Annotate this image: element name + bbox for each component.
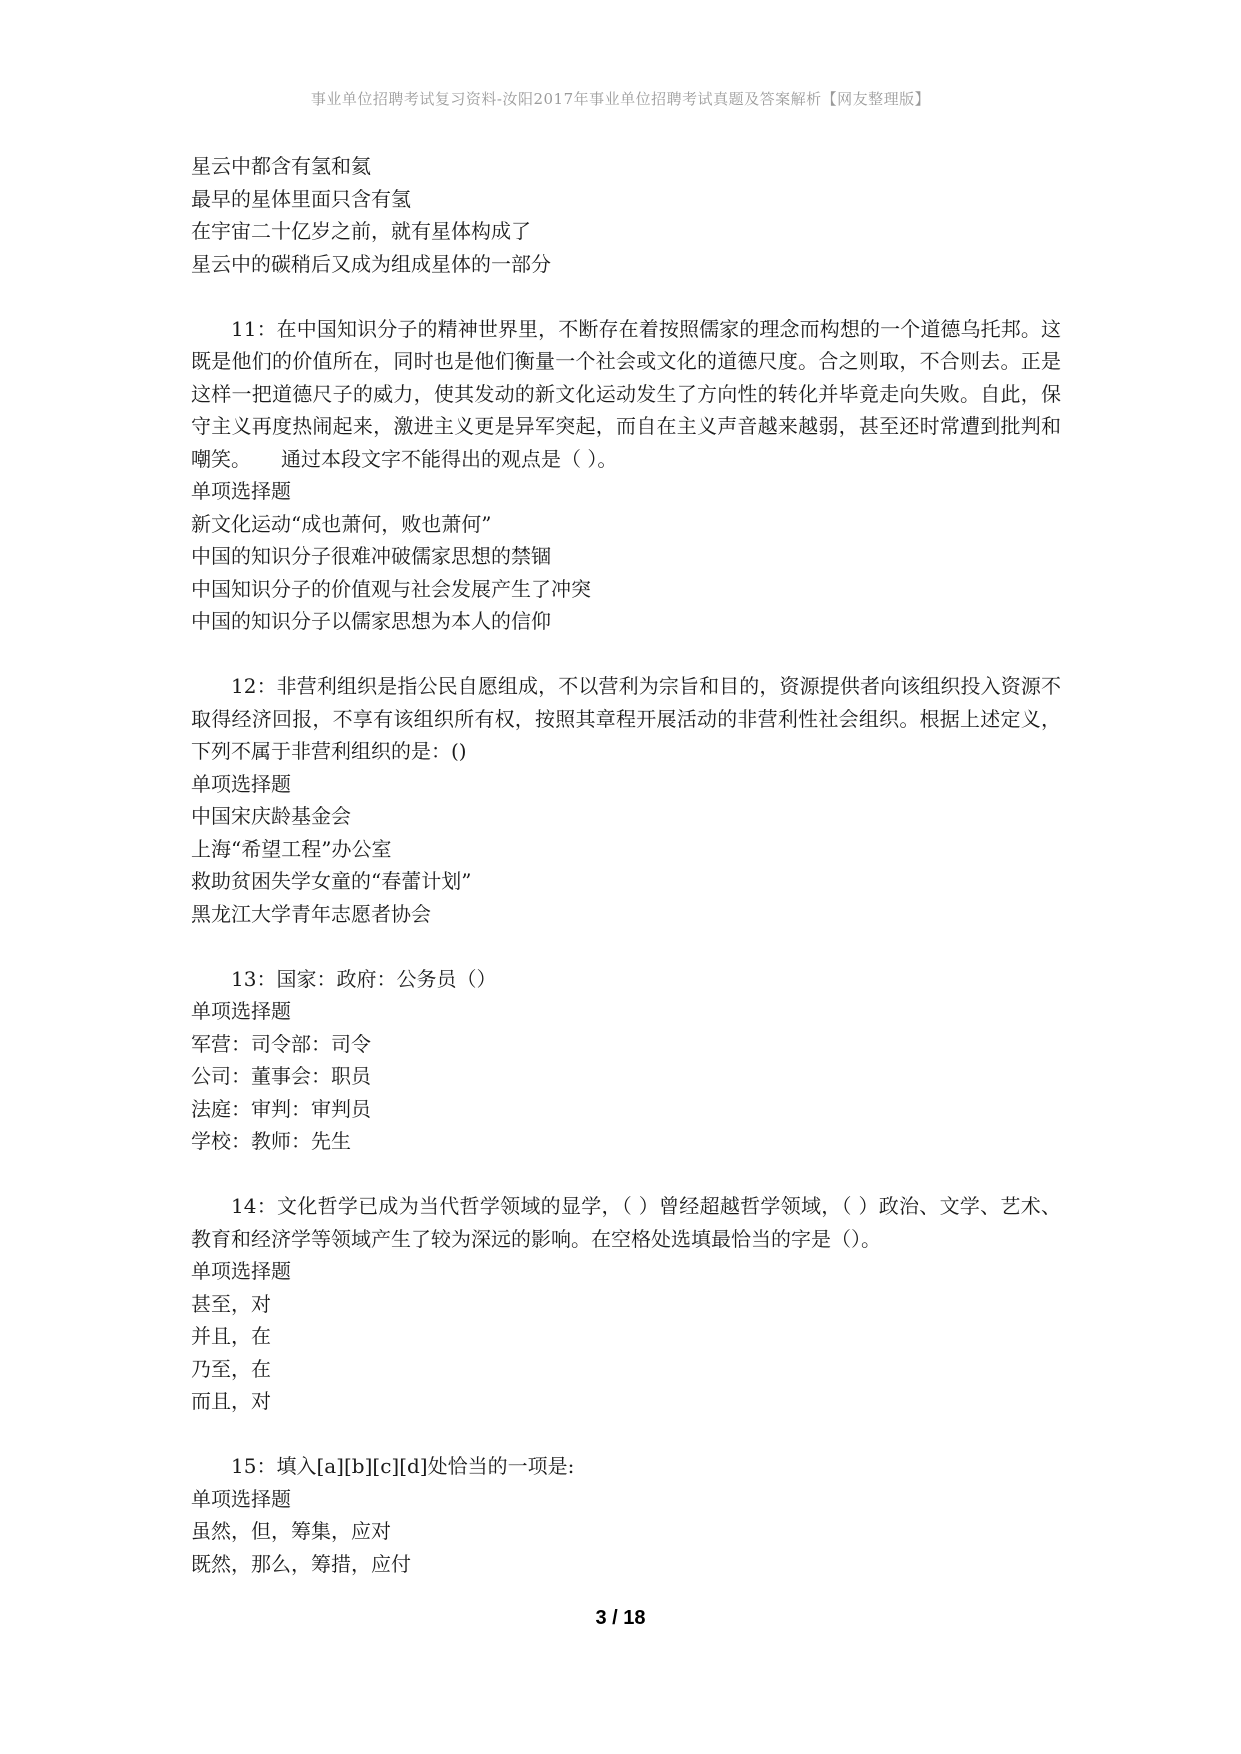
question-type: 单项选择题 (191, 1486, 291, 1511)
option: 新文化运动“成也萧何，败也萧何” (191, 511, 492, 536)
question-12 (191, 670, 1061, 930)
option: 既然，那么，筹措，应付 (191, 1551, 411, 1576)
page-header: 事业单位招聘考试复习资料-汝阳2017年事业单位招聘考试真题及答案解析【网友整理版】 (310, 90, 931, 108)
question-text: 15：填入[a][b][c][d]处恰当的一项是: (231, 1454, 575, 1478)
option: 星云中都含有氢和氦 (191, 154, 371, 178)
question-text: 11：在中国知识分子的精神世界里，不断存在着按照儒家的理念而构想的一个道德乌托邦。这既是他们的价值所在，同时也是他们衡量一个社会或文化的道德尺度。合之则取，不合则去。正是这样一把道德尺子的威力，使其发动的新文化运动发生了方向性的转化并毕竟走向失败。自此，保守主义再度热闹起来，激进主义更是异军突起，而自在主义声音越来越弱，甚至还时常遭到批判和嘲笑。 通过本段文字不能得出的观点是（ ）。 (191, 316, 1061, 471)
option: 星云中的碳稍后又成为组成星体的一部分 (191, 251, 551, 276)
question-11 (191, 313, 1061, 638)
question-text: 14：文化哲学已成为当代哲学领域的显学，（ ）曾经超越哲学领域，（ ）政治、文学、艺术、教育和经济学等领域产生了较为深远的影响。在空格处选填最恰当的字是（）。 (191, 1194, 1061, 1251)
question-type: 单项选择题 (191, 771, 291, 796)
option: 上海“希望工程”办公室 (191, 836, 392, 861)
question-text: 13：国家：政府：公务员（） (231, 966, 497, 991)
question-type: 单项选择题 (191, 999, 291, 1023)
page-number: 3 / 18 (595, 1607, 646, 1629)
option: 中国的知识分子以儒家思想为本人的信仰 (191, 609, 551, 633)
option: 乃至，在 (191, 1356, 271, 1381)
option: 黑龙江大学青年志愿者协会 (191, 901, 431, 926)
option: 虽然，但，筹集，应对 (191, 1519, 391, 1543)
question-13 (191, 963, 1061, 1158)
option: 中国知识分子的价值观与社会发展产生了冲突 (191, 576, 591, 601)
option: 中国的知识分子很难冲破儒家思想的禁锢 (191, 544, 551, 568)
question-14 (191, 1190, 1061, 1418)
option: 最早的星体里面只含有氢 (191, 186, 411, 211)
option: 军营：司令部：司令 (191, 1031, 371, 1056)
question-type: 单项选择题 (191, 479, 291, 503)
option: 并且，在 (191, 1324, 271, 1348)
option: 在宇宙二十亿岁之前，就有星体构成了 (191, 219, 531, 243)
document-body (191, 150, 1061, 1580)
option: 救助贫困失学女童的“春蕾计划” (191, 869, 472, 893)
question-text: 12：非营利组织是指公民自愿组成，不以营利为宗旨和目的，资源提供者向该组织投入资源不取得经济回报，不享有该组织所有权，按照其章程开展活动的非营利性社会组织。根据上述定义，下列不属于非营利组织的是：() (191, 674, 1061, 763)
question-type: 单项选择题 (191, 1259, 291, 1283)
option: 公司：董事会：职员 (191, 1064, 371, 1088)
continuation-options (191, 150, 1061, 280)
option: 而且，对 (191, 1389, 271, 1413)
option: 甚至，对 (191, 1291, 271, 1316)
question-15 (191, 1450, 1061, 1580)
option: 学校：教师：先生 (191, 1129, 351, 1153)
option: 法庭：审判：审判员 (191, 1096, 371, 1121)
option: 中国宋庆龄基金会 (191, 804, 351, 828)
